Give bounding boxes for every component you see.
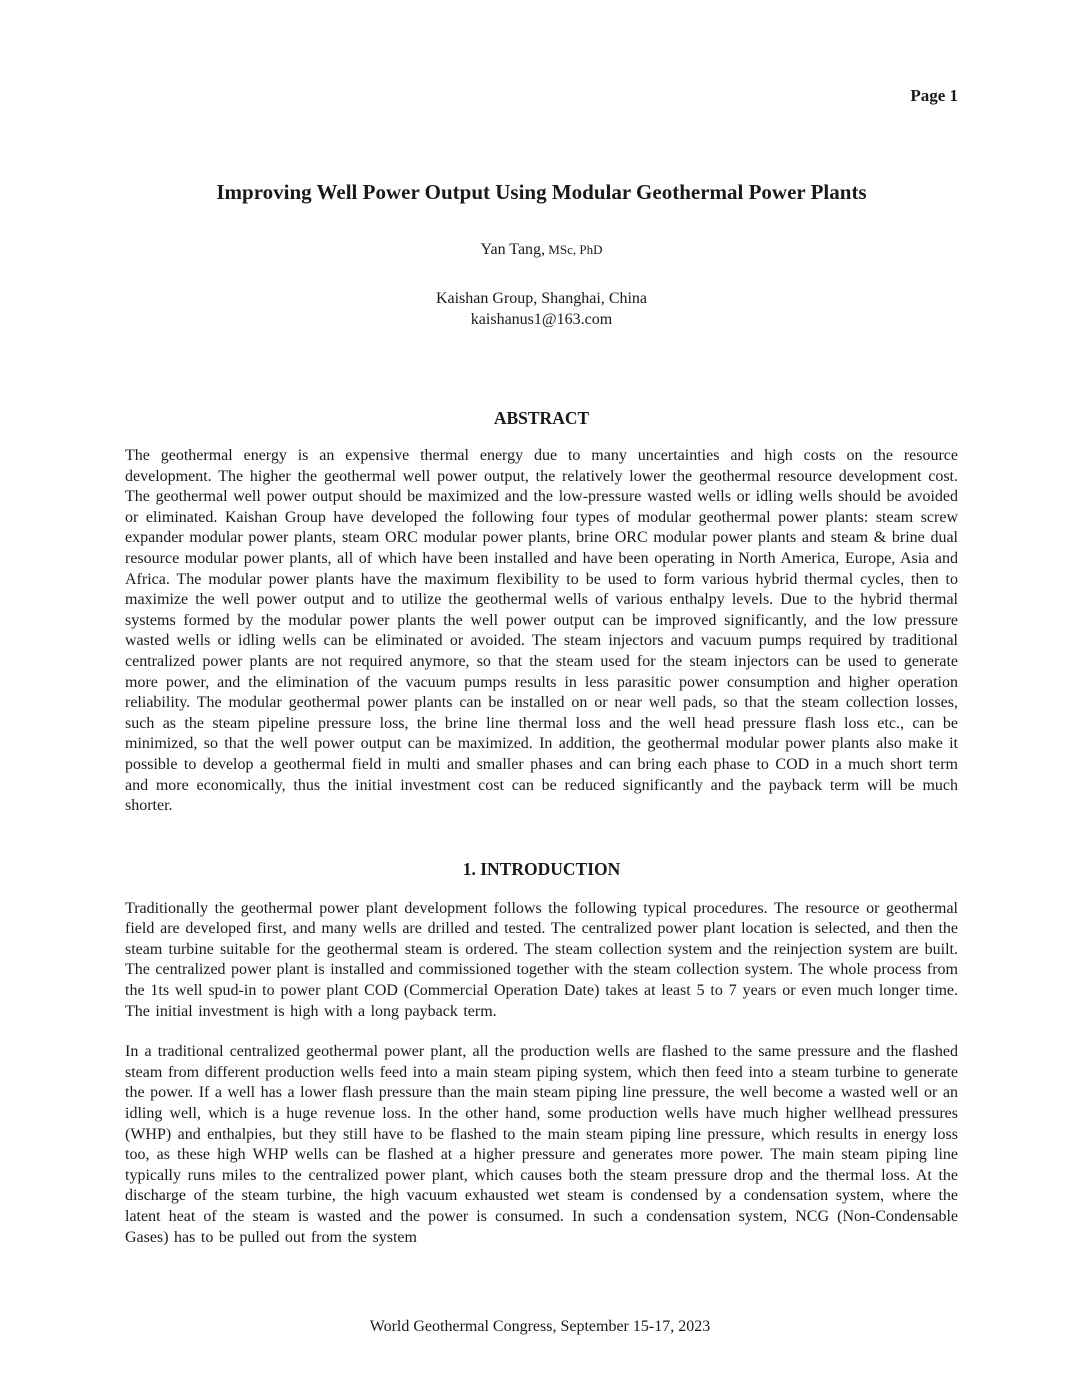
author-line xyxy=(125,240,958,260)
footer-text: World Geothermal Congress, September 15-17, 2023 xyxy=(369,1318,711,1335)
author-credentials: MSc, PhD xyxy=(545,242,603,257)
author-email: kaishanus1@163.com xyxy=(470,311,613,328)
affiliation-block xyxy=(125,288,958,330)
page-number: Page 1 xyxy=(910,86,958,105)
introduction-heading: 1. INTRODUCTION xyxy=(462,858,621,879)
paper-title: Improving Well Power Output Using Modular Geothermal Power Plants xyxy=(216,180,867,204)
affiliation: Kaishan Group, Shanghai, China xyxy=(435,290,648,307)
introduction-paragraph-1: Traditionally the geothermal power plant development follows the following typical procedures. The resource or geothermal field are developed first, and many wells are drilled and tested. The centralized power plant location is selected, and then the steam turbine suitable for the geothermal steam is ordered. The steam collection system and the reinjection system are built. The centralized power plant is installed and commissioned together with the steam collection system. The whole process from the 1ts well spud-in to power plant COD (Commercial Operation Date) takes at least 5 to 7 years or even much longer time. The initial investment is high with a long payback term. xyxy=(125,899,958,1020)
author-name: Yan Tang, xyxy=(480,241,546,258)
abstract-body: The geothermal energy is an expensive thermal energy due to many uncertainties and high costs on the resource development. The higher the geothermal well power output, the relatively lower the geothermal resource development cost. The geothermal well power output should be maximized and the low-pressure wasted wells or idling wells should be avoided or eliminated. Kaishan Group have developed the following four types of modular geothermal power plants: steam screw expander modular power plants, steam ORC modular power plants, brine ORC modular power plants and steam & brine dual resource modular power plants, all of which have been installed and have been operating in North America, Europe, Asia and Africa. The modular power plants have the maximum flexibility to be used to form various hybrid thermal cycles, then to maximize the well power output and to utilize the geothermal wells of various enthalpy levels. Due to the hybrid thermal systems formed by the modular power plants the well power output can be improved significantly, and the low pressure wasted wells or idling wells can be eliminated or avoided. The steam injectors and vacuum pumps required by traditional centralized power plants are not required anymore, so that the steam used for the steam injectors can be used to generate more power, and the elimination of the vacuum pumps results in less parasitic power consumption and higher operation reliability. The modular geothermal power plants can be installed on or near well pads, so that the steam collection losses, such as the steam pipeline pressure loss, the brine line thermal loss and the well head pressure flash loss etc., can be minimized, so that the well power output can be maximized. In addition, the geothermal modular power plants also make it possible to develop a geothermal field in multi and smaller phases and can bring each phase to COD in a much short term and more economically, thus the initial investment cost can be reduced significantly and the payback term will be much shorter. xyxy=(125,447,958,815)
introduction-paragraph-2: In a traditional centralized geothermal power plant, all the production wells are flashed to the same pressure and the flashed steam from different production wells feed into a main steam piping system, which then feed into a steam turbine to generate the power. If a well has a lower flash pressure than the main steam piping line pressure, the well become a wasted well or an idling well, which is a huge revenue loss. In the other hand, some production wells have much higher wellhead pressures (WHP) and enthalpies, but they still have to be flashed to the main steam piping line pressure, which results in energy loss too, as these high WHP wells can be flashed at a higher pressure and generates more power. The main steam piping line typically runs miles to the centralized power plant, which causes both the steam pressure drop and the thermal loss. At the discharge of the steam turbine, the high vacuum exhausted wet steam is condensed by a condensation system, where the latent heat of the steam is wasted and the power is consumed. In such a condensation system, NCG (Non-Condensable Gases) has to be pulled out from the system xyxy=(125,1043,958,1246)
abstract-heading: ABSTRACT xyxy=(493,408,590,428)
